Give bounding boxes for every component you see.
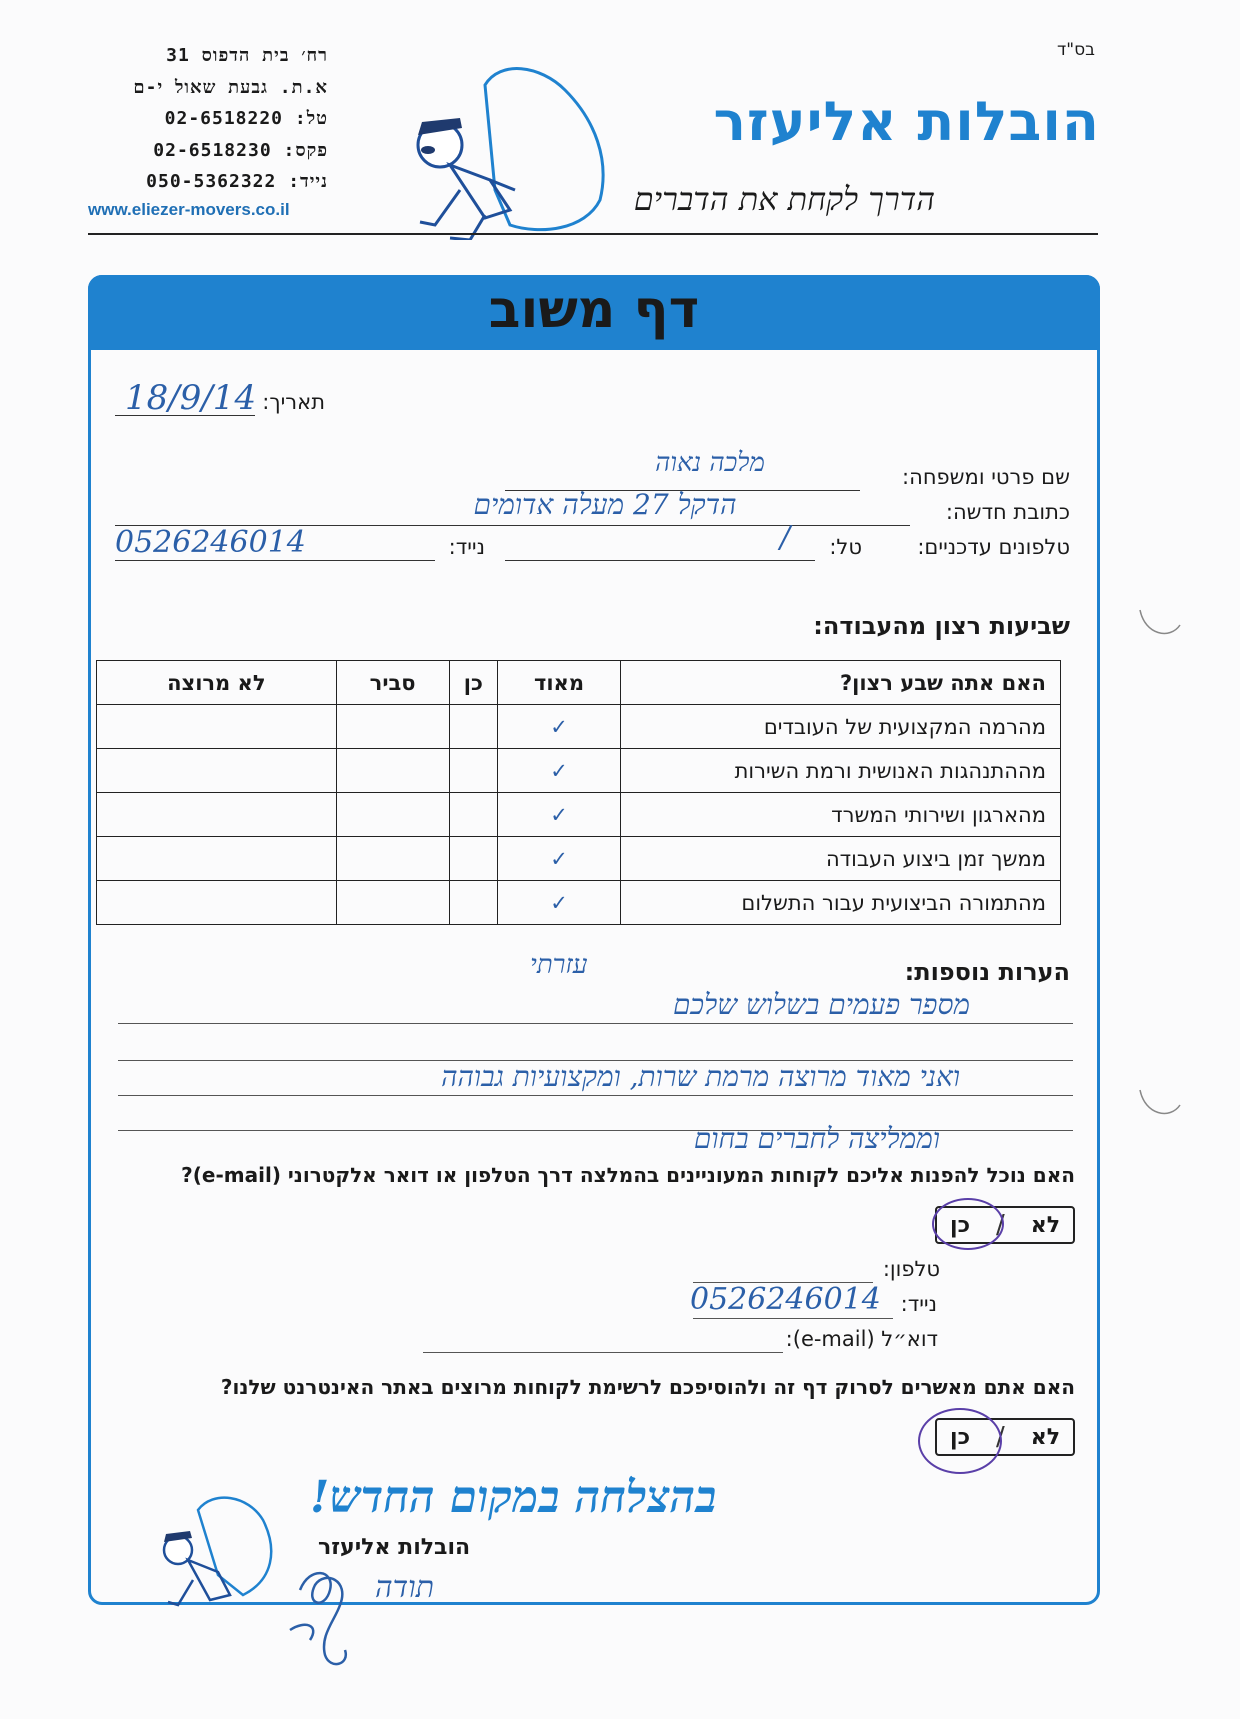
tel-label: טל: xyxy=(829,535,862,559)
mobile-label: נייד: xyxy=(448,535,485,559)
comment-line xyxy=(118,1023,1073,1024)
comment-insert-word: עזרתי xyxy=(530,950,588,980)
phone-line: טל: 02-6518220 xyxy=(164,108,328,129)
date-label: תאריך: xyxy=(262,390,325,414)
comment-text-line[interactable]: מספר פעמים בשלוש שלכם xyxy=(672,988,970,1021)
bsd-mark: בס"ד xyxy=(1057,40,1095,60)
answer-cell[interactable] xyxy=(449,793,497,837)
name-value[interactable]: מלכה נאוה xyxy=(655,448,765,478)
referral-mobile-value[interactable]: 0526246014 xyxy=(690,1282,881,1317)
column-header-question: האם אתה שבע רצון? xyxy=(621,661,1061,705)
table-row xyxy=(97,793,1061,837)
header-divider xyxy=(88,233,1098,235)
comment-text-line[interactable]: ואני מאוד מרוצה מרמת שרות, ומקצועיות גבוהה xyxy=(441,1060,960,1093)
handwritten-note: תודה xyxy=(375,1570,435,1605)
satisfaction-heading: שביעות רצון מהעבודה: xyxy=(813,612,1070,640)
slash-divider: / xyxy=(995,1422,1005,1452)
scan-permission-question: האם אתם מאשרים לסרוק דף זה ולהוסיפכם לרשימת לקוחות מרוצים באתר האינטרנט שלנו? xyxy=(220,1375,1075,1399)
form-title: דף משוב xyxy=(488,280,700,340)
address-line: א.ת. גבעת שאול י-ם xyxy=(133,76,328,98)
fax-line: פקס: 02-6518230 xyxy=(153,139,328,161)
question-cell: מהארגון ושירותי המשרד xyxy=(621,793,1061,837)
answer-cell[interactable] xyxy=(336,881,449,925)
referral-email-underline xyxy=(423,1352,783,1353)
answer-cell[interactable] xyxy=(97,749,337,793)
mobile-underline xyxy=(115,560,435,561)
company-name: הובלות אליעזר xyxy=(713,90,1100,153)
tel-value[interactable]: / xyxy=(780,520,791,555)
check-mark-icon[interactable]: ✓ xyxy=(498,705,621,749)
handwritten-signature xyxy=(280,1560,400,1680)
column-header-reasonable: סביר xyxy=(336,661,449,705)
answer-cell[interactable] xyxy=(336,793,449,837)
address-line: רח׳ בית הדפוס 31 xyxy=(166,45,328,66)
company-slogan: הדרך לקחת את הדברים xyxy=(633,180,935,218)
comment-text-line[interactable]: וממליצה לחברים בחום xyxy=(693,1122,940,1155)
answer-cell[interactable] xyxy=(449,881,497,925)
yes-option[interactable]: כן xyxy=(950,1424,971,1450)
answer-cell[interactable] xyxy=(336,837,449,881)
answer-cell[interactable] xyxy=(97,793,337,837)
table-row xyxy=(97,837,1061,881)
answer-cell[interactable] xyxy=(336,705,449,749)
satisfaction-table xyxy=(96,660,1061,925)
question-cell: מההתנהגות האנושית ורמת השירות xyxy=(621,749,1061,793)
comment-line xyxy=(118,1095,1073,1096)
referral-mobile-underline xyxy=(693,1318,893,1319)
table-header-row xyxy=(97,661,1061,705)
table-row xyxy=(97,749,1061,793)
answer-cell[interactable] xyxy=(97,705,337,749)
tel-underline xyxy=(505,560,815,561)
mobile-line: נייד: 050-5362322 xyxy=(146,171,328,192)
table-row xyxy=(97,881,1061,925)
contact-permission-question: האם נוכל להפנות אליכם לקוחות המעוניינים בהמלצה דרך הטלפון או דואר אלקטרוני (e-mail)? xyxy=(181,1163,1075,1187)
no-option[interactable]: לא xyxy=(1030,1212,1061,1238)
check-mark-icon[interactable]: ✓ xyxy=(498,793,621,837)
website-link[interactable]: www.eliezer-movers.co.il xyxy=(88,200,290,219)
punch-hole-mark xyxy=(1135,605,1185,645)
column-header-very: מאוד xyxy=(498,661,621,705)
company-contact-block xyxy=(88,40,328,198)
check-mark-icon[interactable]: ✓ xyxy=(498,837,621,881)
column-header-yes: כן xyxy=(449,661,497,705)
referral-email-label: דוא״ל (e-mail): xyxy=(785,1327,938,1351)
answer-cell[interactable] xyxy=(97,881,337,925)
punch-hole-mark xyxy=(1135,1085,1185,1125)
closing-wish: בהצלחה במקום החדש! xyxy=(310,1472,717,1523)
name-label: שם פרטי ומשפחה: xyxy=(902,465,1070,489)
mover-mascot-small-logo xyxy=(148,1480,298,1620)
slash-divider: / xyxy=(995,1210,1005,1240)
referral-phone-label: טלפון: xyxy=(882,1257,940,1281)
answer-cell[interactable] xyxy=(97,837,337,881)
referral-mobile-label: נייד: xyxy=(900,1292,937,1316)
closing-signature: הובלות אליעזר xyxy=(318,1535,471,1560)
column-header-not-satisfied: לא מרוצה xyxy=(97,661,337,705)
selection-circle xyxy=(932,1198,1004,1250)
mover-mascot-logo xyxy=(390,40,620,240)
question-cell: מהרמה המקצועית של העובדים xyxy=(621,705,1061,749)
question-cell: ממשך זמן ביצוע העבודה xyxy=(621,837,1061,881)
answer-cell[interactable] xyxy=(449,705,497,749)
answer-cell[interactable] xyxy=(449,837,497,881)
address-label: כתובת חדשה: xyxy=(945,500,1070,524)
address-value[interactable]: הדקל 27 מעלה אדומים xyxy=(473,488,737,521)
check-mark-icon[interactable]: ✓ xyxy=(498,749,621,793)
question-cell: מהתמורה הביצועית עבור התשלום xyxy=(621,881,1061,925)
yes-option[interactable]: כן xyxy=(950,1212,971,1238)
selection-circle xyxy=(918,1408,1002,1474)
answer-cell[interactable] xyxy=(336,749,449,793)
date-value[interactable]: 18/9/14 xyxy=(125,378,257,418)
answer-cell[interactable] xyxy=(449,749,497,793)
check-mark-icon[interactable]: ✓ xyxy=(498,881,621,925)
mobile-value[interactable]: 0526246014 xyxy=(115,525,306,560)
comments-heading: הערות נוספות: xyxy=(904,958,1070,986)
table-row xyxy=(97,705,1061,749)
no-option[interactable]: לא xyxy=(1030,1424,1061,1450)
phones-label: טלפונים עדכניים: xyxy=(917,535,1070,559)
